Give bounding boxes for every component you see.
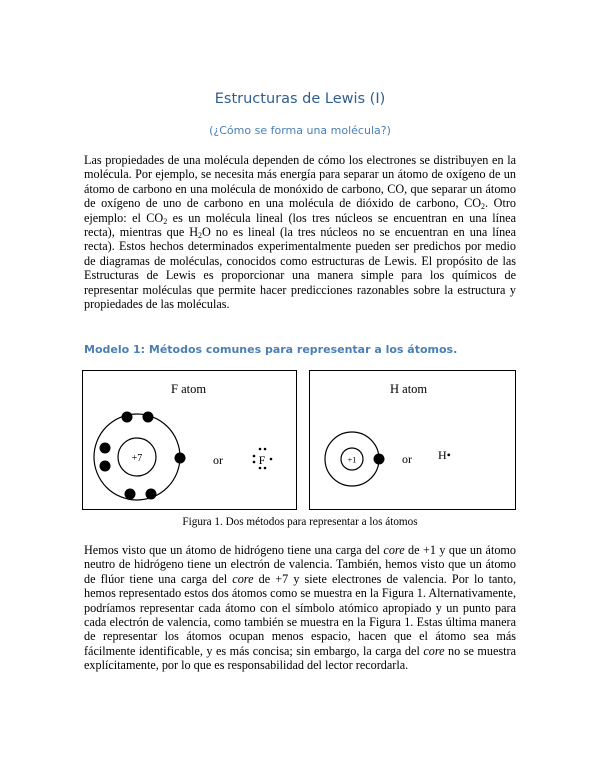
fluorine-atom-panel (82, 370, 297, 510)
hydrogen-atom-panel (309, 370, 516, 510)
f-electron (100, 461, 111, 472)
h-lewis-symbol: H• (438, 448, 451, 462)
f-electron (100, 443, 111, 454)
hydrogen-atom-diagram (310, 371, 517, 511)
f-lewis-dot (270, 458, 273, 461)
body-paragraph: Hemos visto que un átomo de hidrógeno tiene una carga del core de +1 y que un átomo neutro de hidrógeno tiene un electrón de valencia. También, hemos visto que un átomo de flúor tiene una carga del core de +7 y siete electrones de valencia. Por lo tanto, hemos representado estos dos átomos como se muestra en la Figura 1. Alternativamente, podríamos representar cada átomo con el símbolo atómico apropiado y un punto para cada electrón de valencia, como también se muestra en la Figura 1. Estas última manera de representar los átomos ocupan menos espacio, hacen que el átomo sea más fácilmente identificable, y es más concisa; sin embargo, la carga del core no se muestra explícitamente, por lo que es responsabilidad del lector recordarla. (84, 543, 516, 673)
h-electron (374, 454, 385, 465)
fluorine-atom-diagram (83, 371, 298, 511)
f-lewis-symbol: F (258, 453, 266, 467)
h-core-charge: +1 (347, 454, 357, 465)
figure-caption: Figura 1. Dos métodos para representar a los átomos (182, 516, 418, 528)
f-lewis-dot (253, 461, 256, 464)
intro-paragraph: Las propiedades de una molécula dependen de cómo los electrones se distribuyen en la molécula. Por ejemplo, se necesita más energía para separar un átomo de oxígeno de un átomo de carbono en una molécula de monóxido de carbono, CO, que separar un átomo de oxígeno de uno de carbono en una molécula de dióxido de carbono, $CO_2$. Otro ejemplo: el $CO_2$ es un molécula lineal (los tres núcleos se encuentran en una línea recta), mientras que $H_2O$ no es lineal (la tres núcleos no se encuentran en una línea recta). Estos hechos determinados experimentalmente pueden ser predichos por medio de diagramas de moléculas, conocidos como estructuras de Lewis. El propósito de las Estructuras de Lewis es proporcionar una manera simple para los químicos de representar moléculas que permite hacer predicciones razonables sobre la estructura y propiedades de las moléculas. (84, 153, 516, 312)
f-lewis-dot (259, 448, 262, 451)
h-or-label: or (402, 452, 412, 466)
f-lewis-dot (253, 455, 256, 458)
f-lewis-dot (259, 467, 262, 470)
page-title: Estructuras de Lewis (I) (214, 91, 386, 107)
page-subtitle: (¿Cómo se forma una molécula?) (209, 124, 391, 137)
f-core-charge: +7 (131, 453, 143, 464)
f-lewis-dot (264, 467, 267, 470)
f-electron (143, 412, 154, 423)
f-or-label: or (213, 453, 223, 467)
f-electron (146, 489, 157, 500)
f-atom-label: F atom (171, 382, 207, 396)
model-heading: Modelo 1: Métodos comunes para representar a los átomos. (84, 343, 458, 356)
f-lewis-dot (264, 448, 267, 451)
f-electron (125, 489, 136, 500)
f-electron (175, 453, 186, 464)
f-electron (122, 412, 133, 423)
h-atom-label: H atom (390, 382, 428, 396)
